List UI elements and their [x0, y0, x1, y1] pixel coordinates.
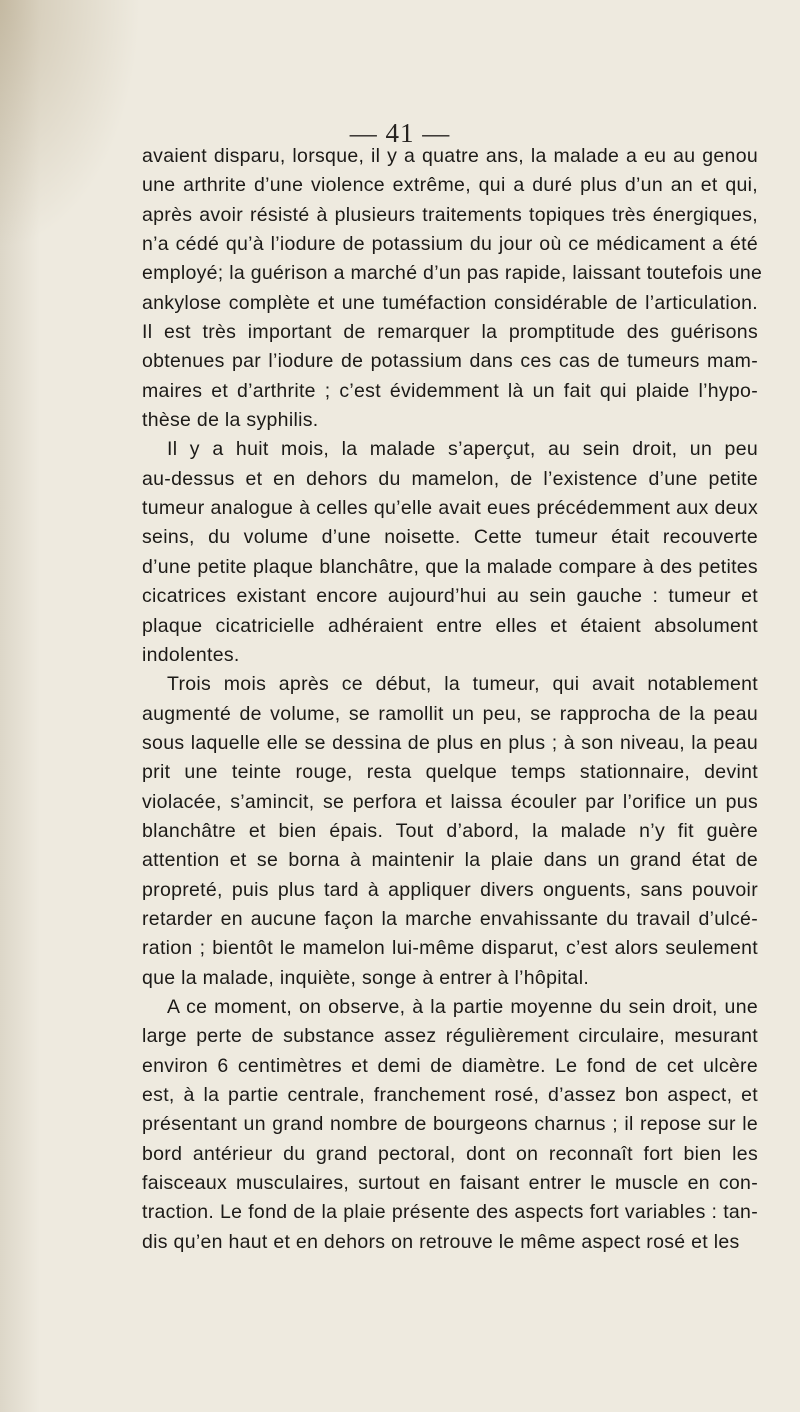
- text-line: ration ; bientôt le mamelon lui-même disparut, c’est alors seulement: [142, 937, 758, 960]
- text-line: employé; la guérison a marché d’un pas rapide, laissant toutefois une: [142, 262, 763, 285]
- text-line: tumeur analogue à celles qu’elle avait eues précédemment aux deux: [142, 497, 758, 520]
- text-line: au-dessus et en dehors du mamelon, de l’existence d’une petite: [142, 467, 758, 490]
- text-line: violacée, s’amincit, se perfora et laissa écouler par l’orifice un pus: [142, 790, 758, 813]
- text-line: retarder en aucune façon la marche envahissante du travail d’ulcé-: [142, 907, 758, 930]
- text-line: présentant un grand nombre de bourgeons charnus ; il repose sur le: [142, 1113, 758, 1136]
- text-line: après avoir résisté à plusieurs traitements topiques très énergiques,: [142, 203, 758, 226]
- text-line: maires et d’arthrite ; c’est évidemment là un fait qui plaide l’hypo-: [142, 379, 758, 402]
- text-line: une arthrite d’une violence extrême, qui a duré plus d’un an et qui,: [142, 174, 758, 197]
- body-text: [142, 142, 763, 1257]
- text-line: faisceaux musculaires, surtout en faisant entrer le muscle en con-: [142, 1172, 758, 1195]
- text-line: bord antérieur du grand pectoral, dont on reconnaît fort bien les: [142, 1142, 758, 1165]
- text-line: thèse de la syphilis.: [142, 409, 319, 432]
- text-line: traction. Le fond de la plaie présente des aspects fort variables : tan-: [142, 1201, 758, 1224]
- text-line: ankylose complète et une tuméfaction considérable de l’articulation.: [142, 291, 758, 314]
- text-line: attention et se borna à maintenir la plaie dans un grand état de: [142, 849, 758, 872]
- text-line: Il y a huit mois, la malade s’aperçut, au sein droit, un peu: [167, 438, 758, 461]
- text-line: environ 6 centimètres et demi de diamètre. Le fond de cet ulcère: [142, 1054, 758, 1077]
- text-line: obtenues par l’iodure de potassium dans ces cas de tumeurs mam-: [142, 350, 758, 373]
- text-line: sous laquelle elle se dessina de plus en plus ; à son niveau, la peau: [142, 731, 758, 754]
- text-line: cicatrices existant encore aujourd’hui au sein gauche : tumeur et: [142, 585, 758, 608]
- text-line: est, à la partie centrale, franchement rosé, d’assez bon aspect, et: [142, 1084, 758, 1106]
- text-line: propreté, puis plus tard à appliquer divers onguents, sans pouvoir: [142, 878, 758, 901]
- text-line: d’une petite plaque blanchâtre, que la malade compare à des petites: [142, 555, 758, 578]
- text-line: indolentes.: [142, 643, 240, 666]
- text-line: dis qu’en haut et en dehors on retrouve le même aspect rosé et les: [142, 1230, 740, 1253]
- text-line: augmenté de volume, se ramollit un peu, se rapprocha de la peau: [142, 702, 758, 725]
- text-line: prit une teinte rouge, resta quelque temps stationnaire, devint: [142, 761, 758, 784]
- text-line: plaque cicatricielle adhéraient entre elles et étaient absolument: [142, 614, 758, 637]
- page-number: — 41 —: [349, 118, 451, 148]
- text-line: Trois mois après ce début, la tumeur, qui avait notablement: [167, 673, 758, 696]
- text-line: n’a cédé qu’à l’iodure de potassium du jour où ce médicament a été: [142, 233, 758, 256]
- text-line: A ce moment, on observe, à la partie moyenne du sein droit, une: [167, 995, 758, 1018]
- text-line: avaient disparu, lorsque, il y a quatre ans, la malade a eu au genou: [142, 145, 758, 167]
- text-line: seins, du volume d’une noisette. Cette tumeur était recouverte: [142, 526, 758, 549]
- text-line: blanchâtre et bien épais. Tout d’abord, la malade n’y fit guère: [142, 819, 758, 842]
- text-line: que la malade, inquiète, songe à entrer à l’hôpital.: [142, 966, 590, 989]
- text-line: large perte de substance assez régulièrement circulaire, mesurant: [142, 1025, 758, 1048]
- text-line: Il est très important de remarquer la promptitude des guérisons: [142, 321, 758, 344]
